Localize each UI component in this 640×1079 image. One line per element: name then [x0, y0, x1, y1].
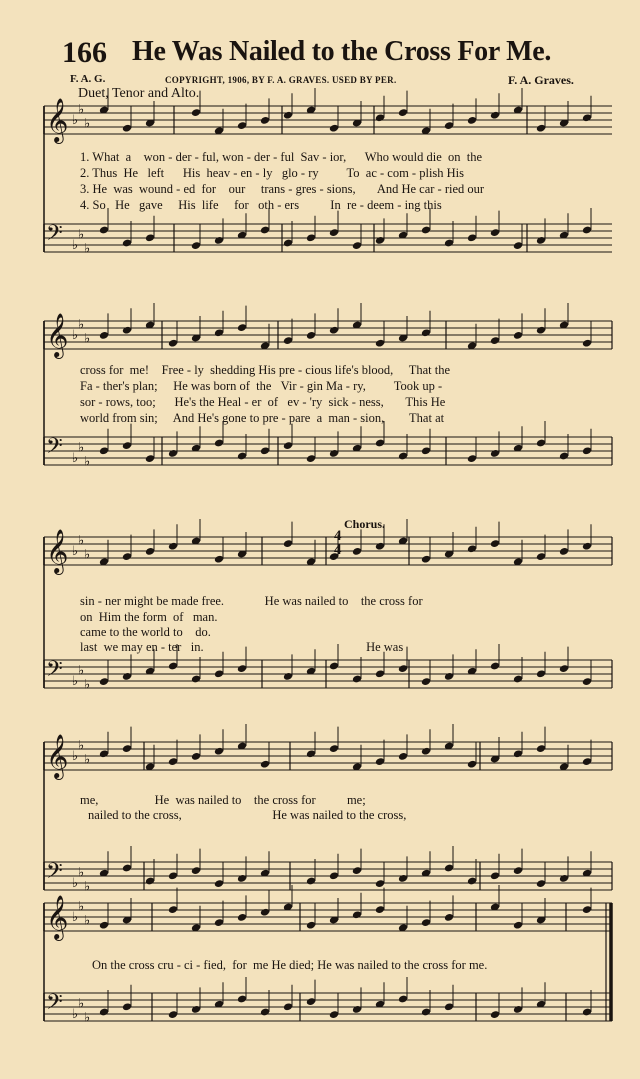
verse-line: cross for me! Free - ly shedding His pre - cious life's blood, That the — [80, 363, 451, 377]
flat-icon: ♭ — [78, 227, 85, 243]
time-signature: 4 — [334, 542, 342, 558]
verse-line: 2. Thus He left His heav - en - ly glo - ry To ac - com - plish His — [80, 166, 465, 180]
flat-icon: ♭ — [72, 544, 79, 559]
treble-clef-icon: 𝄞 — [46, 734, 69, 778]
voicing-note: Duet, Tenor and Alto. — [78, 86, 200, 101]
verse-line: nailed to the cross, He was nailed to the cross, — [88, 808, 407, 822]
bass-clef-icon: 𝄢 — [46, 859, 63, 889]
flat-icon: ♭ — [78, 440, 85, 456]
flat-icon: ♭ — [84, 547, 91, 563]
bass-clef-icon: 𝄢 — [46, 657, 63, 687]
flat-icon: ♭ — [84, 331, 91, 347]
flat-icon: ♭ — [78, 738, 85, 754]
flat-icon: ♭ — [84, 879, 91, 895]
flat-icon: ♭ — [72, 910, 79, 925]
verse-line: Fa - ther's plan; He was born of the Vir - gin Ma - ry, Took up - — [80, 379, 443, 393]
treble-clef-icon: 𝄞 — [46, 313, 69, 357]
treble-clef-icon: 𝄞 — [46, 895, 69, 939]
verse-line: on Him the form of man. — [80, 610, 218, 624]
bass-clef-icon: 𝄢 — [46, 990, 63, 1020]
verse-line: me, He was nailed to the cross for me; — [80, 793, 366, 807]
verse-line: last we may en - ter in. He was — [80, 640, 404, 654]
treble-clef-icon: 𝄞 — [46, 529, 69, 573]
flat-icon: ♭ — [84, 116, 91, 132]
verse-line: 4. So He gave His life for oth - ers In re - deem - ing this — [80, 198, 442, 212]
flat-icon: ♭ — [72, 113, 79, 128]
flat-icon: ♭ — [72, 328, 79, 343]
flat-icon: ♭ — [72, 749, 79, 764]
author-initials: F. A. G. — [70, 73, 106, 85]
flat-icon: ♭ — [72, 876, 79, 891]
bass-clef-icon: 𝄢 — [46, 434, 63, 464]
verse-line: came to the world to do. — [80, 625, 211, 639]
bass-clef-icon: 𝄢 — [46, 221, 63, 251]
verse-line: sin - ner might be made free. He was nailed to the cross for — [80, 594, 423, 608]
flat-icon: ♭ — [78, 663, 85, 679]
flat-icon: ♭ — [78, 865, 85, 881]
flat-icon: ♭ — [84, 241, 91, 257]
verse-line: 1. What a won - der - ful, won - der - ful Sav - ior, Who would die on the — [80, 150, 483, 164]
flat-icon: ♭ — [78, 102, 85, 118]
flat-icon: ♭ — [72, 1007, 79, 1022]
time-signature: 4 — [334, 528, 342, 544]
hymn-number: 166 — [62, 36, 107, 69]
flat-icon: ♭ — [72, 674, 79, 689]
verse-line: On the cross cru - ci - fied, for me He died; He was nailed to the cross for me. — [92, 958, 488, 972]
flat-icon: ♭ — [72, 451, 79, 466]
flat-icon: ♭ — [78, 996, 85, 1012]
verse-line: sor - rows, too; He's the Heal - er of ev - 'ry sick - ness, This He — [80, 395, 446, 409]
flat-icon: ♭ — [84, 752, 91, 768]
flat-icon: ♭ — [78, 317, 85, 333]
composer-credit: F. A. Graves. — [508, 73, 574, 87]
chorus-label: Chorus. — [344, 517, 386, 531]
flat-icon: ♭ — [72, 238, 79, 253]
flat-icon: ♭ — [78, 899, 85, 915]
flat-icon: ♭ — [84, 1010, 91, 1026]
verse-line: 3. He was wound - ed for our trans - gres - sions, And He car - ried our — [80, 182, 485, 196]
flat-icon: ♭ — [84, 677, 91, 693]
verse-line: world from sin; And He's gone to pre - pare a man - sion, That at — [80, 411, 445, 425]
flat-icon: ♭ — [78, 533, 85, 549]
hymn-title: He Was Nailed to the Cross For Me. — [132, 36, 552, 67]
flat-icon: ♭ — [84, 913, 91, 929]
copyright-notice: COPYRIGHT, 1906, BY F. A. GRAVES. USED BY PER. — [165, 75, 397, 85]
flat-icon: ♭ — [84, 454, 91, 470]
treble-clef-icon: 𝄞 — [46, 98, 69, 142]
